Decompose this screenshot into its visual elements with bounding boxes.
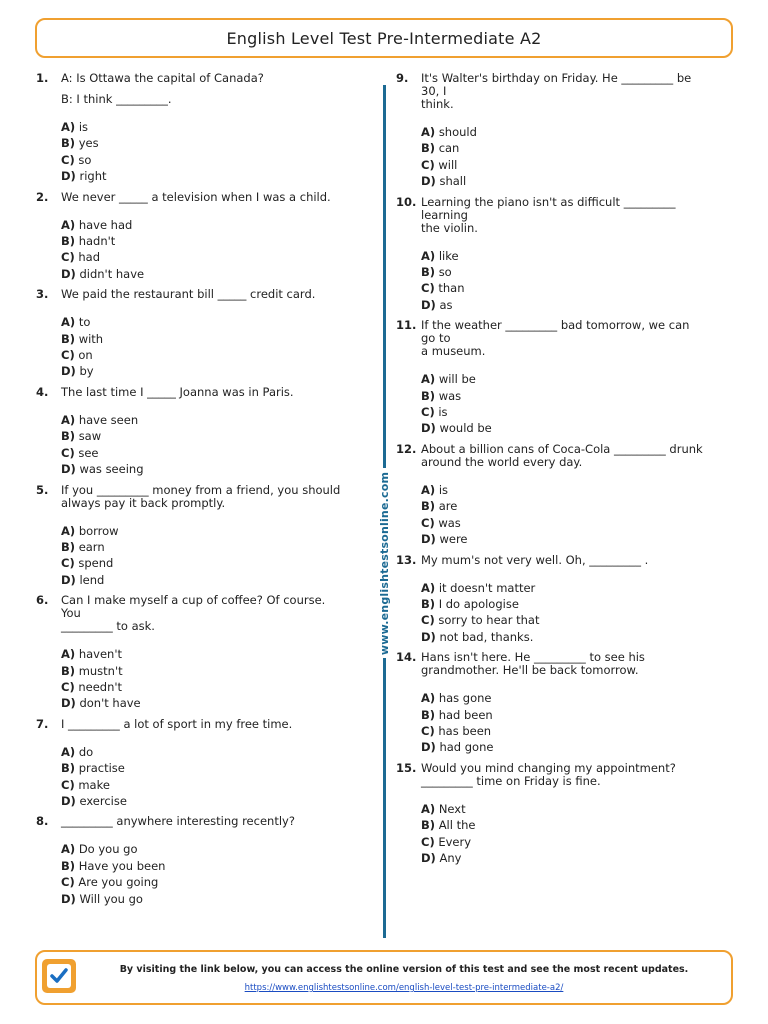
option-letter: C) xyxy=(61,445,75,460)
option-letter: C) xyxy=(421,281,435,296)
answer-option xyxy=(421,707,706,723)
option-text: on xyxy=(78,348,93,363)
option-letter: D) xyxy=(61,364,76,379)
option-text: are xyxy=(438,499,458,514)
option-text: Will you go xyxy=(79,891,143,906)
question-item xyxy=(36,72,346,185)
option-text: spend xyxy=(78,556,114,571)
option-text: practise xyxy=(78,761,125,776)
answer-option xyxy=(61,152,346,168)
option-letter: C) xyxy=(421,723,435,738)
option-text: were xyxy=(439,532,468,547)
answer-option xyxy=(421,297,706,313)
option-letter: A) xyxy=(61,120,76,134)
option-text: mustn't xyxy=(78,663,123,678)
option-letter: D) xyxy=(61,572,76,587)
question-item xyxy=(36,191,346,283)
option-letter: C) xyxy=(421,157,435,172)
option-text: like xyxy=(438,248,459,263)
question-text: Can I make myself a cup of coffee? Of course. You _________ to ask. xyxy=(61,593,326,634)
option-text: have seen xyxy=(78,412,139,427)
question-text: Learning the piano isn't as difficult _________ learning the violin. xyxy=(421,194,676,235)
option-text: was xyxy=(438,515,461,530)
answer-option xyxy=(61,663,346,679)
answer-option xyxy=(421,482,706,498)
option-letter: C) xyxy=(61,777,75,792)
option-letter: A) xyxy=(421,248,436,263)
option-letter: B) xyxy=(61,663,76,678)
footer-message: By visiting the link below, you can access the online version of this test and see the most recent updates. xyxy=(119,964,689,975)
option-letter: B) xyxy=(421,596,436,611)
option-text: earn xyxy=(78,539,105,554)
answer-option xyxy=(61,249,346,265)
question-item xyxy=(36,288,346,380)
option-letter: B) xyxy=(421,818,436,833)
option-letter: C) xyxy=(421,405,435,420)
question-number: 9. xyxy=(396,71,409,85)
option-text: as xyxy=(439,297,453,312)
option-text: make xyxy=(78,777,110,792)
answer-option xyxy=(61,119,346,135)
answer-option xyxy=(421,280,706,296)
answer-option xyxy=(61,428,346,444)
answer-option xyxy=(421,404,706,420)
question-number: 8. xyxy=(36,814,49,829)
question-text: A: Is Ottawa the capital of Canada? xyxy=(61,71,264,85)
option-letter: A) xyxy=(61,647,76,662)
answer-option xyxy=(421,371,706,387)
answer-option xyxy=(61,461,346,477)
question-item xyxy=(36,484,346,589)
answer-option xyxy=(421,723,706,739)
question-number: 5. xyxy=(36,482,49,497)
questions-left-column xyxy=(36,72,346,913)
option-letter: C) xyxy=(61,348,75,363)
question-text: If you _________ money from a friend, you should always pay it back promptly. xyxy=(61,482,341,510)
question-number: 15. xyxy=(396,760,417,775)
option-letter: D) xyxy=(421,174,436,189)
answer-option xyxy=(61,412,346,428)
question-text: I _________ a lot of sport in my free time. xyxy=(61,716,293,731)
question-number: 1. xyxy=(36,71,49,85)
option-letter: A) xyxy=(421,482,436,497)
answer-option xyxy=(61,695,346,711)
option-letter: D) xyxy=(421,740,436,755)
option-letter: D) xyxy=(61,696,76,711)
answer-option xyxy=(61,891,346,907)
option-letter: B) xyxy=(421,707,436,722)
question-number: 11. xyxy=(396,318,417,333)
answer-option xyxy=(421,515,706,531)
answer-option xyxy=(61,793,346,809)
option-text: didn't have xyxy=(79,266,145,281)
option-text: has been xyxy=(438,723,492,738)
option-text: to xyxy=(78,315,91,330)
answer-option xyxy=(421,834,706,850)
option-letter: C) xyxy=(421,515,435,530)
option-text: had xyxy=(78,250,100,265)
option-text: will xyxy=(438,157,458,172)
option-text: have had xyxy=(78,217,133,232)
question-item xyxy=(36,594,346,712)
option-letter: D) xyxy=(61,793,76,808)
answer-option xyxy=(421,817,706,833)
option-letter: A) xyxy=(421,372,436,387)
option-text: Any xyxy=(439,850,462,865)
option-text: was xyxy=(438,388,462,403)
answer-option xyxy=(61,523,346,539)
option-letter: C) xyxy=(61,679,75,694)
option-text: borrow xyxy=(78,523,119,538)
question-item xyxy=(396,762,706,867)
option-letter: D) xyxy=(421,421,436,436)
option-letter: C) xyxy=(61,250,75,265)
option-letter: A) xyxy=(421,691,436,706)
option-text: so xyxy=(438,265,452,280)
option-text: do xyxy=(78,744,94,759)
option-letter: B) xyxy=(61,234,76,249)
option-letter: A) xyxy=(61,315,76,330)
option-text: with xyxy=(78,331,104,346)
option-text: should xyxy=(438,125,477,139)
answer-option xyxy=(61,445,346,461)
question-item xyxy=(396,72,706,190)
answer-option xyxy=(421,124,706,140)
option-text: is xyxy=(438,482,448,497)
question-item xyxy=(396,319,706,437)
option-letter: D) xyxy=(421,297,436,312)
answer-option xyxy=(421,850,706,866)
answer-option xyxy=(61,266,346,282)
answer-option xyxy=(421,140,706,156)
answer-option xyxy=(61,331,346,347)
answer-option xyxy=(61,572,346,588)
option-text: lend xyxy=(79,572,105,587)
answer-option xyxy=(421,388,706,404)
question-number: 7. xyxy=(36,716,49,731)
option-letter: A) xyxy=(421,125,436,139)
answer-option xyxy=(421,248,706,264)
option-text: Every xyxy=(438,834,472,849)
answer-option xyxy=(421,157,706,173)
option-text: is xyxy=(438,405,448,420)
question-item xyxy=(396,651,706,756)
answer-option xyxy=(421,690,706,706)
option-letter: C) xyxy=(61,152,75,167)
answer-option xyxy=(421,801,706,817)
option-letter: C) xyxy=(421,613,435,628)
option-text: don't have xyxy=(79,696,141,711)
option-letter: D) xyxy=(421,532,436,547)
footer-link[interactable]: https://www.englishtestsonline.com/english-level-test-pre-intermediate-a2/ xyxy=(244,983,564,993)
option-text: Have you been xyxy=(78,858,166,873)
answer-option xyxy=(61,646,346,662)
option-letter: A) xyxy=(61,412,76,427)
questions-right-column xyxy=(396,72,706,872)
option-letter: A) xyxy=(61,217,76,232)
option-letter: B) xyxy=(421,388,436,403)
option-text: right xyxy=(79,169,107,184)
option-letter: A) xyxy=(421,580,436,595)
option-letter: D) xyxy=(421,629,436,644)
question-number: 10. xyxy=(396,194,417,209)
footer-box xyxy=(35,950,733,1005)
answer-option xyxy=(61,760,346,776)
question-item xyxy=(396,196,706,314)
answer-option xyxy=(61,168,346,184)
option-text: by xyxy=(79,364,94,379)
option-text: than xyxy=(438,281,465,296)
option-text: will be xyxy=(438,372,476,387)
option-text: shall xyxy=(439,174,467,189)
question-item xyxy=(396,443,706,548)
option-letter: B) xyxy=(421,141,436,156)
answer-option xyxy=(61,539,346,555)
question-text: We paid the restaurant bill _____ credit card. xyxy=(61,287,316,302)
option-letter: D) xyxy=(61,169,76,184)
question-text: About a billion cans of Coca-Cola _________ drunk around the world every day. xyxy=(421,441,703,469)
answer-option xyxy=(421,264,706,280)
question-text: Hans isn't here. He _________ to see his grandmother. He'll be back tomorrow. xyxy=(421,650,645,678)
question-text: _________ anywhere interesting recently? xyxy=(61,814,295,829)
option-letter: D) xyxy=(61,462,76,477)
option-text: yes xyxy=(78,136,99,151)
question-text: If the weather _________ bad tomorrow, we can go to a museum. xyxy=(421,318,690,359)
answer-option xyxy=(61,841,346,857)
question-item xyxy=(36,815,346,907)
option-letter: B) xyxy=(421,499,436,514)
option-letter: C) xyxy=(61,875,75,890)
question-item xyxy=(36,386,346,478)
question-text: My mum's not very well. Oh, _________ . xyxy=(421,552,649,567)
answer-option xyxy=(61,363,346,379)
option-text: Next xyxy=(438,801,466,816)
question-text: It's Walter's birthday on Friday. He _________ be 30, I think. xyxy=(421,71,692,111)
option-letter: A) xyxy=(61,523,76,538)
option-text: see xyxy=(78,445,99,460)
answer-option xyxy=(61,858,346,874)
answer-option xyxy=(61,347,346,363)
title-box xyxy=(35,18,733,58)
option-text: All the xyxy=(438,818,476,833)
option-letter: B) xyxy=(61,331,76,346)
option-text: it doesn't matter xyxy=(438,580,536,595)
option-letter: B) xyxy=(61,858,76,873)
option-letter: B) xyxy=(61,761,76,776)
answer-option xyxy=(421,420,706,436)
option-letter: D) xyxy=(61,891,76,906)
option-text: can xyxy=(438,141,460,156)
answer-option xyxy=(421,612,706,628)
option-letter: D) xyxy=(61,266,76,281)
answer-option xyxy=(421,498,706,514)
answer-option xyxy=(61,314,346,330)
answer-option xyxy=(61,135,346,151)
option-letter: B) xyxy=(61,429,76,444)
question-number: 6. xyxy=(36,593,49,608)
answer-option xyxy=(61,679,346,695)
option-text: had gone xyxy=(439,740,494,755)
question-number: 3. xyxy=(36,287,49,302)
option-text: I do apologise xyxy=(438,596,519,611)
option-text: hadn't xyxy=(78,234,116,249)
option-text: has gone xyxy=(438,691,492,706)
question-number: 14. xyxy=(396,650,417,665)
question-item xyxy=(36,718,346,810)
option-letter: B) xyxy=(421,265,436,280)
question-text: The last time I _____ Joanna was in Paris. xyxy=(61,384,294,399)
option-text: not bad, thanks. xyxy=(439,629,534,644)
option-text: needn't xyxy=(78,679,123,694)
option-text: Do you go xyxy=(78,842,138,857)
option-text: exercise xyxy=(79,793,127,808)
option-text: was seeing xyxy=(79,462,144,477)
option-text: Are you going xyxy=(78,875,159,890)
answer-option xyxy=(421,596,706,612)
option-letter: C) xyxy=(421,834,435,849)
answer-option xyxy=(61,233,346,249)
answer-option xyxy=(421,531,706,547)
side-url-text: www.englishtestsonline.com xyxy=(378,471,392,655)
answer-option xyxy=(421,629,706,645)
option-text: is xyxy=(78,120,88,134)
question-text: Would you mind changing my appointment? _________ time on Friday is fine. xyxy=(421,760,676,788)
question-text: We never _____ a television when I was a child. xyxy=(61,189,331,204)
option-text: haven't xyxy=(78,647,122,662)
answer-option xyxy=(421,580,706,596)
option-text: sorry to hear that xyxy=(438,613,540,628)
option-letter: A) xyxy=(421,801,436,816)
option-letter: A) xyxy=(61,842,76,857)
option-text: had been xyxy=(438,707,493,722)
answer-option xyxy=(61,777,346,793)
answer-option xyxy=(61,874,346,890)
option-letter: A) xyxy=(61,744,76,759)
answer-option xyxy=(61,744,346,760)
question-item xyxy=(396,554,706,646)
question-number: 2. xyxy=(36,189,49,204)
option-text: saw xyxy=(78,429,102,444)
question-number: 13. xyxy=(396,552,417,567)
question-subtext: B: I think _________. xyxy=(61,92,172,106)
option-letter: B) xyxy=(61,136,76,151)
checkbox-icon xyxy=(42,959,76,993)
page-title: English Level Test Pre-Intermediate A2 xyxy=(226,28,542,48)
question-number: 4. xyxy=(36,384,49,399)
option-letter: B) xyxy=(61,539,76,554)
answer-option xyxy=(421,173,706,189)
side-url-label xyxy=(377,468,393,658)
question-number: 12. xyxy=(396,441,417,456)
footer-text xyxy=(87,964,721,994)
answer-option xyxy=(421,739,706,755)
option-letter: C) xyxy=(61,556,75,571)
option-text: so xyxy=(78,152,92,167)
answer-option xyxy=(61,555,346,571)
option-text: would be xyxy=(439,421,492,436)
answer-option xyxy=(61,217,346,233)
option-letter: D) xyxy=(421,850,436,865)
